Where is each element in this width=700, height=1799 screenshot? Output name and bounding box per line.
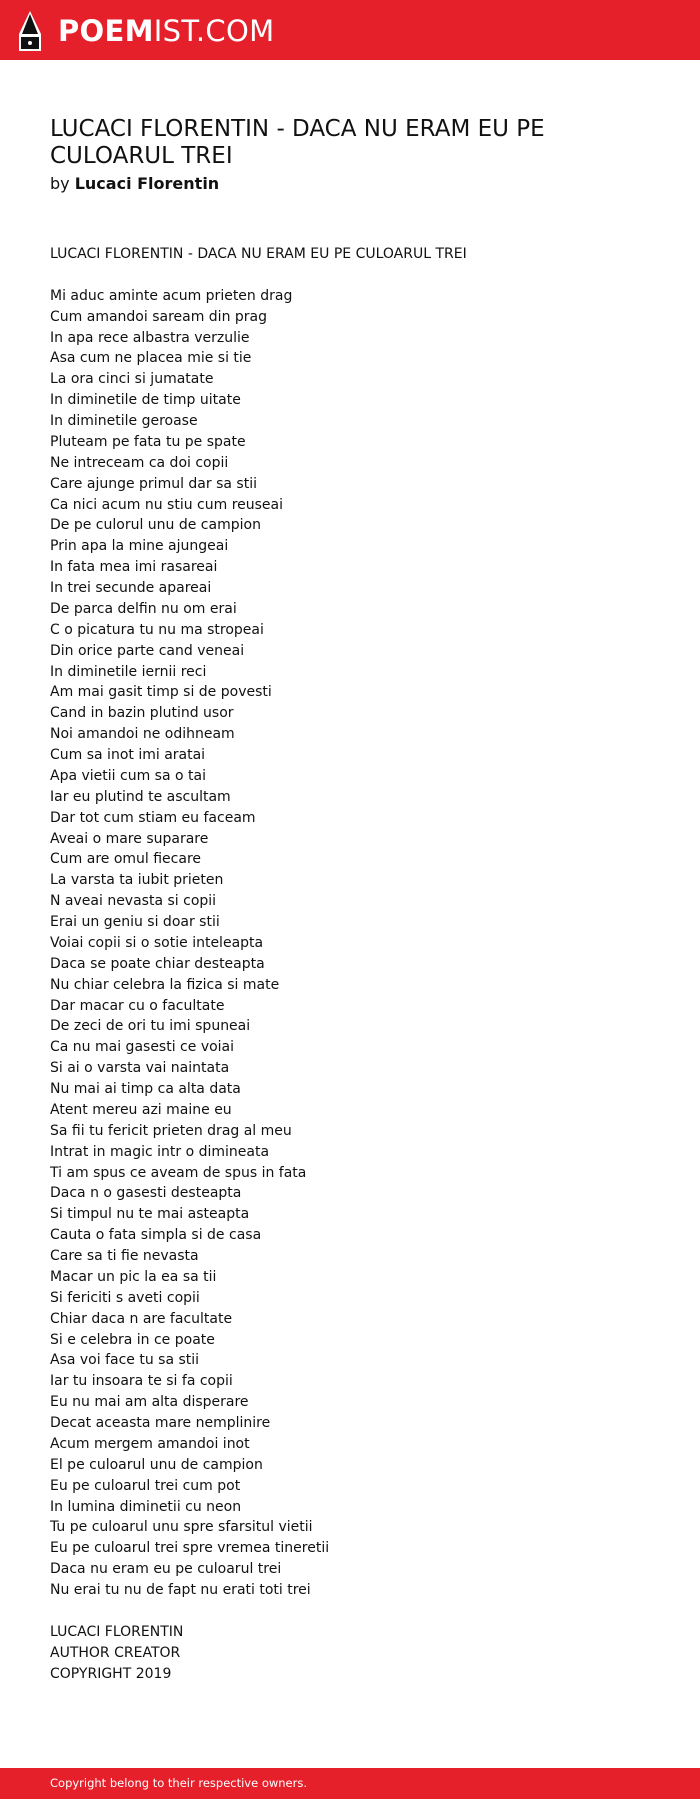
stanza-gap <box>50 265 670 286</box>
author-name: Lucaci Florentin <box>74 174 220 193</box>
site-logo-text <box>58 10 274 52</box>
poem-line: Cauta o fata simpla si de casa <box>50 1227 262 1244</box>
poem-line: Erai un geniu si doar stii <box>50 914 220 930</box>
logo-light-part: IST.COM <box>153 14 275 48</box>
poem-line: Ne intreceam ca doi copii <box>50 454 229 471</box>
logo-bold-part: POEM <box>58 14 154 48</box>
poem-line: Intrat in magic intr o dimineata <box>50 1143 270 1160</box>
byline <box>50 173 219 195</box>
top-bar <box>0 0 700 60</box>
poem-line: Care sa ti fie nevasta <box>50 1248 199 1264</box>
poem-line: Tu pe culoarul unu spre sfarsitul vietii <box>50 1519 313 1536</box>
poem-line: Daca se poate chiar desteapta <box>50 955 265 972</box>
poem-line: Sa fii tu fericit prieten drag al meu <box>50 1122 292 1139</box>
poem-line: In trei secunde apareai <box>50 580 212 596</box>
poem-line: In fata mea imi rasareai <box>50 559 218 576</box>
poem-title: LUCACI FLORENTIN - DACA NU ERAM EU PE CULOARUL TREI <box>50 116 545 169</box>
signature-line: COPYRIGHT 2019 <box>50 1665 172 1682</box>
poem-line: Din orice parte cand veneai <box>50 642 245 659</box>
poem-line: Ca nici acum nu stiu cum reuseai <box>50 496 284 513</box>
poem-line: Acum mergem amandoi inot <box>50 1435 250 1452</box>
poem-line: Pluteam pe fata tu pe spate <box>50 433 246 450</box>
poem-line: La ora cinci si jumatate <box>50 371 214 388</box>
poem-signature <box>50 1622 670 1685</box>
poem-line: Ca nu mai gasesti ce voiai <box>50 1039 235 1056</box>
poem-line: Daca n o gasesti desteapta <box>50 1185 242 1202</box>
poem-line: La varsta ta iubit prieten <box>50 872 224 889</box>
poem-line: Dar tot cum stiam eu faceam <box>50 809 256 826</box>
poem-line: De parca delfin nu om erai <box>50 600 237 617</box>
poem-line: Prin apa la mine ajungeai <box>50 538 229 555</box>
poem-line: Eu pe culoarul trei cum pot <box>50 1477 241 1494</box>
poem-line: Am mai gasit timp si de povesti <box>50 684 272 701</box>
poem-line: N aveai nevasta si copii <box>50 893 217 910</box>
poem-line: Cand in bazin plutind usor <box>50 705 234 722</box>
poem-line: In diminetile iernii reci <box>50 663 207 680</box>
poem-line: In lumina diminetii cu neon <box>50 1498 242 1515</box>
poem-heading: LUCACI FLORENTIN - DACA NU ERAM EU PE CULOARUL TREI <box>50 246 467 262</box>
poem-line: Cum sa inot imi aratai <box>50 747 206 763</box>
poem-line: Atent mereu azi maine eu <box>50 1101 232 1118</box>
poem-line: Si fericiti s aveti copii <box>50 1289 200 1306</box>
poem-line: Chiar daca n are facultate <box>50 1310 233 1327</box>
poem-line: El pe culoarul unu de campion <box>50 1456 263 1473</box>
pen-nib-icon <box>18 10 42 52</box>
footer-bar <box>0 1768 700 1799</box>
poem-line: Macar un pic la ea sa tii <box>50 1268 217 1285</box>
poem-line: Si timpul nu te mai asteapta <box>50 1206 250 1223</box>
stanza-gap <box>50 1601 670 1622</box>
poem-line: Aveai o mare suparare <box>50 830 209 847</box>
poem-line: Care ajunge primul dar sa stii <box>50 475 257 492</box>
poem-line: Si ai o varsta vai naintata <box>50 1060 230 1077</box>
poem-line: Voiai copii si o sotie inteleapta <box>50 934 264 951</box>
poem-line: Asa cum ne placea mie si tie <box>50 350 252 367</box>
footer-copyright: Copyright belong to their respective owners. <box>50 1776 308 1790</box>
poem-lines <box>50 286 670 1601</box>
poem-line: Eu pe culoarul trei spre vremea tineretii <box>50 1540 330 1557</box>
poem-line: Cum are omul fiecare <box>50 851 202 868</box>
signature-line: LUCACI FLORENTIN <box>50 1623 184 1640</box>
poem-line: Iar tu insoara te si fa copii <box>50 1373 233 1390</box>
poem-line: De zeci de ori tu imi spuneai <box>50 1018 251 1035</box>
by-label: by <box>50 174 70 193</box>
poem-line: Noi amandoi ne odihneam <box>50 726 235 743</box>
poem-line: Asa voi face tu sa stii <box>50 1352 200 1369</box>
poem-line: Nu erai tu nu de fapt nu erati toti trei <box>50 1582 311 1598</box>
signature-line: AUTHOR CREATOR <box>50 1644 181 1661</box>
site-logo-link[interactable] <box>18 10 274 52</box>
poem-line: Ti am spus ce aveam de spus in fata <box>50 1164 307 1181</box>
poem-body <box>50 244 670 1684</box>
poem-line: De pe culorul unu de campion <box>50 517 261 534</box>
poem-line: Nu chiar celebra la fizica si mate <box>50 976 280 993</box>
poem-line: Eu nu mai am alta disperare <box>50 1394 249 1411</box>
poem-line: Decat aceasta mare nemplinire <box>50 1415 271 1431</box>
poem-line: Si e celebra in ce poate <box>50 1331 215 1348</box>
poem-line: In diminetile de timp uitate <box>50 392 241 409</box>
poem-line: Apa vietii cum sa o tai <box>50 767 206 784</box>
poem-line: Nu mai ai timp ca alta data <box>50 1081 241 1097</box>
poem-line: Daca nu eram eu pe culoarul trei <box>50 1561 282 1578</box>
poem-line: Cum amandoi saream din prag <box>50 308 268 325</box>
poem-line: Dar macar cu o facultate <box>50 997 225 1014</box>
poem-line: C o picatura tu nu ma stropeai <box>50 621 264 638</box>
poem-line: Mi aduc aminte acum prieten drag <box>50 287 293 304</box>
poem-line: In apa rece albastra verzulie <box>50 329 250 346</box>
poem-line: In diminetile geroase <box>50 413 198 429</box>
poem-line: Iar eu plutind te ascultam <box>50 788 231 805</box>
